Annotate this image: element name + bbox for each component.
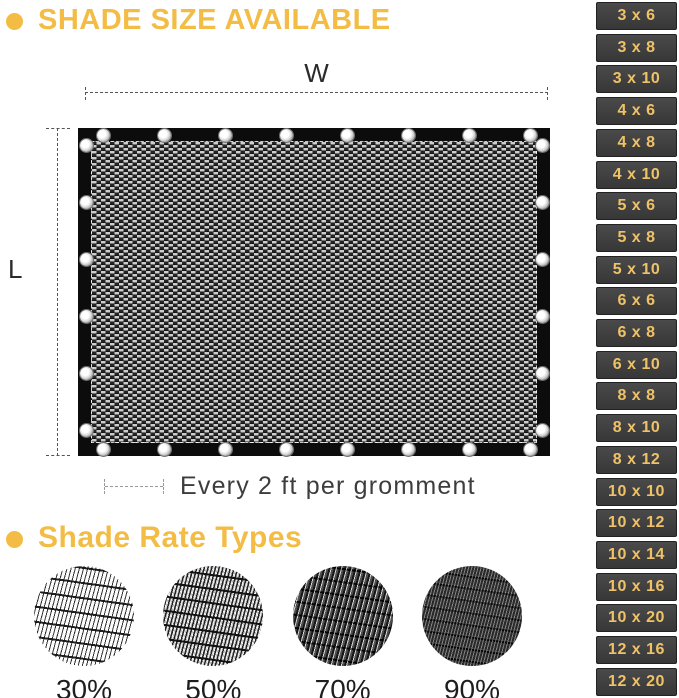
size-chip-label: 12 x 20 (608, 672, 665, 690)
grommet-icon (402, 443, 415, 456)
dimension-tick-icon (85, 87, 86, 100)
grommet-icon (80, 253, 93, 266)
bullet-icon (6, 13, 23, 30)
size-chip (596, 414, 677, 442)
size-chip (596, 2, 677, 30)
size-chip (596, 382, 677, 410)
size-chip (596, 256, 677, 284)
shade-net (78, 128, 550, 456)
shade-rate-swatch-70 (293, 566, 393, 666)
section-title-shade-size: SHADE SIZE AVAILABLE (38, 4, 391, 36)
grommet-icon (536, 139, 549, 152)
size-chip (596, 287, 677, 315)
grommet-icon (80, 310, 93, 323)
dimension-tick-icon (547, 87, 548, 100)
size-chip (596, 478, 677, 506)
grommet-icon (536, 253, 549, 266)
size-chip-label: 8 x 8 (617, 387, 656, 405)
grommet-icon (463, 443, 476, 456)
size-chip-label: 4 x 8 (617, 133, 656, 151)
size-chip (596, 34, 677, 62)
width-label: W (304, 58, 329, 88)
size-chip (596, 604, 677, 632)
shade-rate-swatch-30 (34, 566, 134, 666)
length-dimension-line (57, 128, 58, 456)
grommet-icon (536, 367, 549, 380)
shade-rate-item (420, 566, 524, 698)
shade-rate-swatch-90 (422, 566, 522, 666)
size-chip (596, 192, 677, 220)
grommet-spacing-bracket (104, 479, 164, 494)
size-chip-label: 10 x 16 (608, 577, 665, 595)
shade-rate-item (291, 566, 395, 698)
length-label: L (8, 254, 23, 284)
grommet-icon (97, 129, 110, 142)
size-chip-label: 3 x 8 (617, 38, 656, 56)
section-title-shade-rate: Shade Rate Types (38, 521, 303, 554)
size-chip-label: 5 x 6 (617, 197, 656, 215)
size-chip-label: 4 x 6 (617, 102, 656, 120)
size-chip-label: 12 x 16 (608, 641, 665, 659)
size-chip-label: 3 x 6 (617, 7, 656, 24)
size-chip (596, 319, 677, 347)
grommet-spacing-bracket-line (105, 486, 163, 487)
shade-rate-percent: 70% (314, 674, 371, 698)
grommet-icon (280, 443, 293, 456)
grommet-icon (80, 367, 93, 380)
shade-rate-swatch-50 (163, 566, 263, 666)
grommet-icon (219, 129, 232, 142)
grommet-spacing-note: Every 2 ft per gromment (180, 472, 476, 500)
size-chip-label: 5 x 8 (617, 228, 656, 246)
grommet-icon (97, 443, 110, 456)
grommet-icon (80, 139, 93, 152)
shade-net-mesh (91, 141, 537, 443)
shade-rate-percent: 90% (443, 674, 500, 698)
size-chip-label: 10 x 14 (608, 545, 665, 563)
grommet-icon (524, 129, 537, 142)
bullet-icon (6, 531, 23, 548)
grommet-icon (158, 129, 171, 142)
size-chip (596, 573, 677, 601)
size-chip (596, 541, 677, 569)
shade-rate-percent: 30% (55, 674, 113, 698)
size-chip (596, 161, 677, 189)
shade-rate-item (32, 566, 136, 698)
size-chip-label: 8 x 10 (612, 419, 661, 437)
size-chip (596, 65, 677, 93)
size-chip (596, 668, 677, 696)
grommet-icon (341, 443, 354, 456)
grommet-icon (219, 443, 232, 456)
dimension-tick-icon (46, 128, 70, 129)
size-chip (596, 636, 677, 664)
size-chip-label: 3 x 10 (612, 70, 661, 88)
size-chip (596, 509, 677, 537)
size-chip-label: 4 x 10 (612, 165, 661, 183)
grommet-icon (402, 129, 415, 142)
size-chip-label: 6 x 8 (617, 324, 656, 342)
size-chip-label: 5 x 10 (612, 260, 661, 278)
size-chip-label: 8 x 12 (612, 450, 661, 468)
size-chip-label: 6 x 6 (617, 292, 656, 310)
size-chip (596, 351, 677, 379)
grommet-icon (80, 196, 93, 209)
size-chip-label: 10 x 20 (608, 609, 665, 627)
size-chip-label: 6 x 10 (612, 355, 661, 373)
shade-rate-item (161, 566, 265, 698)
grommet-icon (536, 310, 549, 323)
grommet-icon (536, 196, 549, 209)
size-list (596, 0, 677, 698)
size-chip (596, 224, 677, 252)
size-chip (596, 129, 677, 157)
grommet-icon (280, 129, 293, 142)
grommet-icon (341, 129, 354, 142)
grommet-icon (463, 129, 476, 142)
size-chip (596, 97, 677, 125)
shade-rate-percent: 50% (185, 674, 242, 698)
shade-rate-list (32, 566, 524, 698)
grommet-icon (536, 424, 549, 437)
size-chip-label: 10 x 12 (608, 514, 665, 532)
size-chip (596, 446, 677, 474)
width-dimension-line (85, 92, 548, 93)
dimension-tick-icon (46, 455, 70, 456)
grommet-icon (80, 424, 93, 437)
grommet-icon (524, 443, 537, 456)
size-chip-label: 10 x 10 (608, 482, 665, 500)
grommet-icon (158, 443, 171, 456)
